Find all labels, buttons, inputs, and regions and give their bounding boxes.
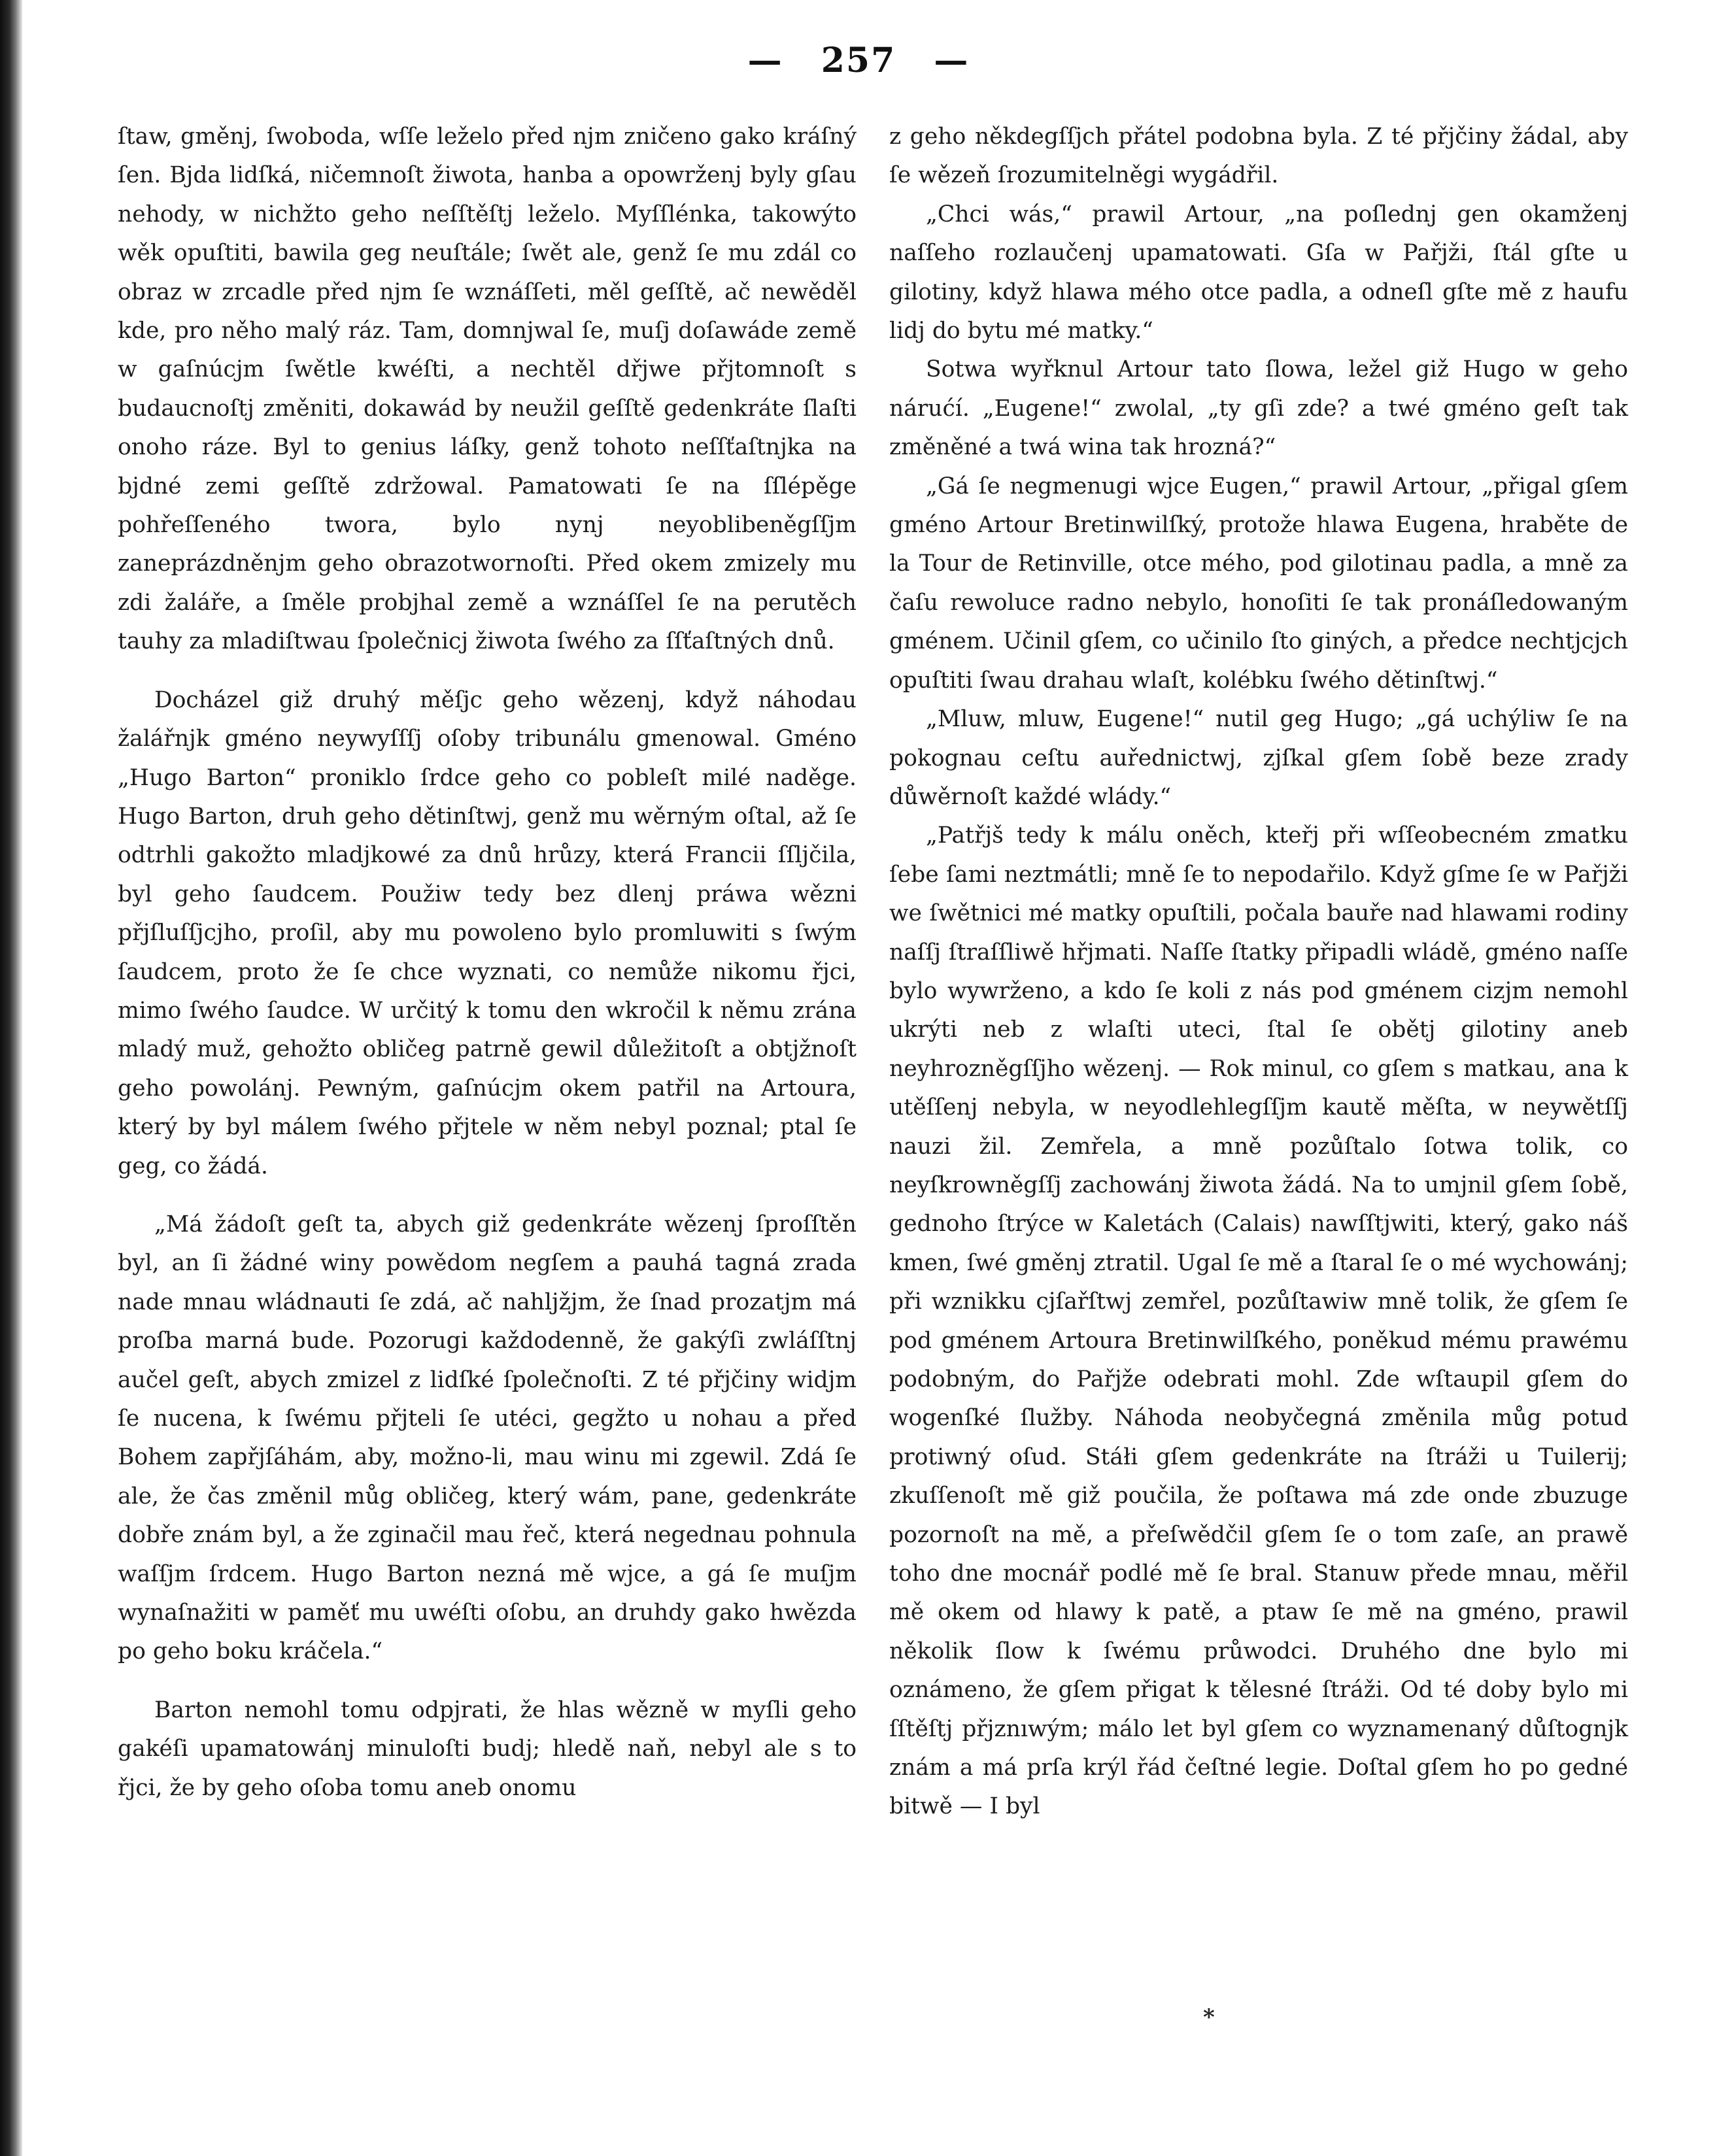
scan-binding-edge — [0, 0, 22, 2156]
paragraph: „Mluw, mluw, Eugene!“ nutil geg Hugo; „gá uchýliw ſe na pokognau ceſtu auřednictwj, zjſkal gſem ſobě beze zrady důwěrnoſt každé wlády.“ — [889, 706, 1628, 810]
page-header — [0, 41, 1717, 80]
right-column — [889, 118, 1628, 1827]
left-column — [118, 118, 857, 1808]
paragraph: ſtaw, gměnj, ſwoboda, wſſe leželo před njm zničeno gako kráſný ſen. Bjda lidſká, ničemnoſt žiwota, hanba a opowrženj byly gſau nehody, w nichžto geho neſſtěſtj leželo. Myſſlénka, takowýto wěk opuſtiti, bawila geg neuſtále; ſwět ale, genž ſe mu zdál co obraz w zrcadle před njm ſe wznáſſeti, měl geſſtě, ač newěděl kde, pro něho malý ráz. Tam, domnjwal ſe, muſj doſawáde země w gaſnúcjm ſwětle kwéſti, a nechtěl dřjwe přjtomnoſt s budaucnoſtj změniti, dokawád by neužil geſſtě gedenkráte ſlaſti onoho ráze. Byl to genius láſky, genž tohoto neſſťaſtnjka na bjdné zemi geſſtě zdržowal. Pamatowati ſe na ſſlépěge pohřeſſeného twora, bylo nynj neyoblibeněgſſjm zaneprázdněnjm geho obrazotwornoſti. Před okem zmizely mu zdi žaláře, a ſměle probjhal země a wznáſſel ſe na perutěch tauhy za mladiſtwau ſpolečnicj žiwota ſwého za ſſťaſtných dnů. — [118, 124, 857, 655]
paragraph: „Chci wás,“ prawil Artour, „na poſlednj gen okamženj naſſeho rozlaučenj upamatowati. Gſa w Pařjži, ſtál gſte u gilotiny, když hlawa mého otce padla, a odneſl gſte mě z haufu lidj do bytu mé matky.“ — [889, 201, 1628, 345]
paragraph: Barton nemohl tomu odpjrati, že hlas wězně w myſli geho gakéſi upamatowánj minuloſti budj; hledě naň, nebyl ale s to řjci, že by geho oſoba tomu aneb onomu — [118, 1696, 857, 1801]
page-number: 257 — [821, 41, 896, 80]
paragraph: „Gá ſe negmenugi wjce Eugen,“ prawil Artour, „přigal gſem gméno Artour Bretinwilſký, protože hlawa Eugena, hraběte de la Tour de Retinville, otce mého, pod gilotinau padla, a mně za čaſu rewoluce radno nebylo, honoſiti ſe tak pronáſledowaným gménem. Učinil gſem, co učinilo ſto giných, a předce nechtjcjch opuſtiti ſwau drahau wlaſt, kolébku ſwého dětinſtwj.“ — [889, 473, 1628, 694]
header-dash-right: — — [934, 41, 970, 80]
paragraph: „Má žádoſt geſt ta, abych giž gedenkráte wězenj ſproſſtěn byl, an ſi žádné winy powědom negſem a pauhá tagná zrada nade mnau wládnauti ſe zdá, ač nahljžjm, že ſnad prozatjm má proſba marná bude. Pozorugi každodenně, že gakýſi zwláſſtnj aučel geſt, abych zmizel z lidſké ſpolečnoſti. Z té přjčiny widjm ſe nucena, k ſwému přjteli ſe utéci, gegžto u nohau a před Bohem zapřjſáhám, aby, možno-li, mau winu mi zgewil. Zdá ſe ale, že čas změnil můg obličeg, který wám, pane, gedenkráte dobře znám byl, a že zginačil mau řeč, která negednau pohnula waſſjm ſrdcem. Hugo Barton nezná mě wjce, a gá ſe muſjm wynaſnažiti w paměť mu uwéſti oſobu, an druhdy gako hwězda po geho boku kráčela.“ — [118, 1211, 857, 1665]
paragraph: Docházel giž druhý měſjc geho wězenj, když náhodau žalářnjk gméno neywyſſſj oſoby tribunálu gmenowal. Gméno „Hugo Barton“ proniklo ſrdce geho co pobleſt milé naděge. Hugo Barton, druh geho dětinſtwj, genž mu wěrným oſtal, až ſe odtrhli gakožto mladjkowé za dnů hrůzy, která Francii ſſljčila, byl geho ſaudcem. Použiw tedy bez dlenj práwa wězni přjſluſſjcjho, proſil, aby mu powoleno bylo promluwiti s ſwým ſaudcem, proto že ſe chce wyznati, co nemůže nikomu řjci, mimo ſwého ſaudce. W určitý k tomu den wkročil k němu zrána mladý muž, gehožto obličeg patrně gewil důležitoſt a obtjžnoſt geho powolánj. Pewným, gaſnúcjm okem patřil na Artoura, který by byl málem ſwého přjtele w něm nebyl poznal; ptal ſe geg, co žádá. — [118, 686, 857, 1179]
paragraph: Sotwa wyřknul Artour tato ſlowa, ležel giž Hugo w geho nárućí. „Eugene!“ zwolal, „ty gſi zde? a twé gméno geſt tak změněné a twá wina tak hrozná?“ — [889, 356, 1628, 461]
header-dash-left: — — [747, 41, 783, 80]
paragraph: z geho někdegſſjch přátel podobna byla. Z té přjčiny žádal, aby ſe wězeň ſrozumitelněgi wygádřil. — [889, 124, 1628, 189]
signature-mark: * — [1203, 2004, 1215, 2030]
paragraph: „Patřjš tedy k málu oněch, kteřj při wſſeobecném zmatku ſebe ſami neztmátli; mně ſe to nepodařilo. Když gſme ſe w Pařjži we ſwětnici mé matky opuſtili, počala bauře nad hlawami rodiny naſſj ſtraſſliwě hřjmati. Naſſe ſtatky připadli wládě, gméno naſſe bylo wywrženo, a kdo ſe koli z nás pod gménem cizjm nemohl ukrýti neb z wlaſti uteci, ſtal ſe obětj gilotiny aneb neyhrozněgſſjho wězenj. — Rok minul, co gſem s matkau, ana k utěſſenj nebyla, w neyodlehlegſſjm kautě měſta, w neywětſſj nauzi žil. Zemřela, a mně pozůſtalo ſotwa tolik, co neyſkrowněgſſj zachowánj žiwota žádá. Na to umjnil gſem ſobě, gednoho ſtrýce w Kaletách (Calais) nawſſtjwiti, který, gako náš kmen, ſwé gměnj ztratil. Ugal ſe mě a ſtaral ſe o mé wychowánj; při wznikku cjſařſtwj zemřel, pozůſtawiw mně tolik, že gſem ſe pod gménem Artoura Bretinwilſkého, poněkud mému prawému podobným, do Pařjže odebrati mohl. Zde wſtaupil gſem do wogenſké ſlužby. Náhoda neobyčegná změnila můg potud protiwný oſud. Stáłi gſem gedenkráte na ſtráži u Tuilerij; zkuſſenoſt mě giž poučila, že poſtawa má zde onde zbuzuge pozornoſt na mě, a přeſwědčil gſem ſe o tom zaſe, an prawě toho dne mocnář podlé mě ſe bral. Stanuw přede mnau, měřil mě okem od hlawy k patě, a ptaw ſe mě na gméno, prawil několik ſlow k ſwému průwodci. Druhého dne bylo mi oznámeno, že gſem přigat k tělesné ſtráži. Od té doby bylo mi ſſtěſtj přjznıwým; málo let byl gſem co wyznamenaný důſtognjk znám a má prſa krýl řád čeſtné legie. Doſtal gſem ho po gedné bitwě — I byl — [889, 822, 1628, 1820]
